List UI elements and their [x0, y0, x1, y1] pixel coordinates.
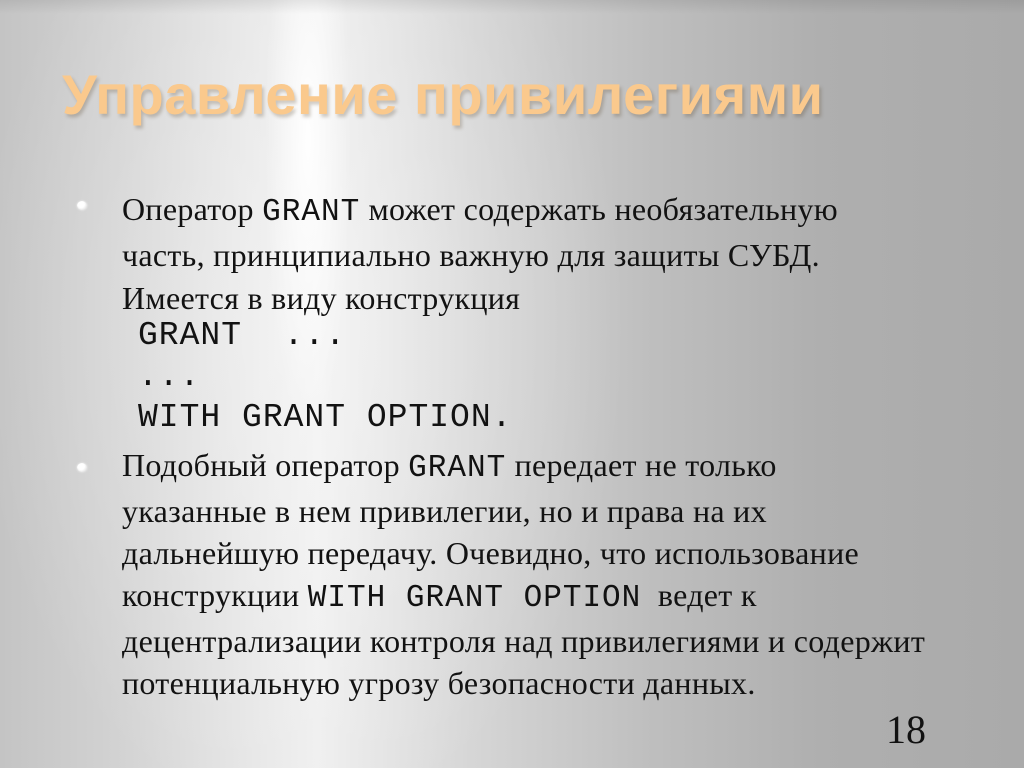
code-line: WITH GRANT OPTION. — [138, 399, 513, 436]
inline-code: GRANT — [262, 195, 361, 230]
body-text-line — [122, 620, 925, 662]
inline-code: GRANT — [408, 451, 507, 486]
text-segment: Имеется в виду конструкция — [122, 280, 521, 316]
bullet-item-2 — [122, 444, 925, 704]
text-segment: дальнейшую передачу. Очевидно, что использование — [122, 535, 860, 571]
text-segment: децентрализации контроля над привилегиями и содержит — [122, 623, 926, 659]
text-segment: передает не только — [506, 447, 777, 483]
code-line: GRANT ... — [138, 317, 347, 354]
page-number: 18 — [886, 707, 926, 752]
text-segment: может содержать необязательную — [360, 191, 838, 227]
body-text-line — [122, 574, 925, 620]
slide-title: Управление привилегиями — [62, 63, 824, 126]
body-text-line — [122, 490, 925, 532]
body-text-line — [122, 277, 838, 320]
inline-code: WITH GRANT OPTION — [307, 581, 642, 616]
body-text-line — [122, 532, 925, 574]
text-segment: Подобный оператор — [122, 447, 409, 483]
bullet-item-1 — [122, 188, 838, 320]
text-segment: ведет к — [641, 577, 757, 613]
code-line: ... — [138, 358, 201, 395]
body-text-line — [122, 188, 838, 234]
text-segment: потенциальную угрозу безопасности данных. — [122, 665, 756, 701]
bullet-marker-icon — [77, 463, 87, 472]
body-text-line — [122, 234, 838, 277]
text-segment: конструкции — [122, 577, 308, 613]
text-segment: часть, принципиально важную для защиты СУБД. — [122, 237, 820, 273]
text-segment: Оператор — [122, 191, 263, 227]
body-text-line — [122, 662, 925, 704]
code-block — [138, 315, 512, 438]
body-text-line — [122, 444, 925, 490]
text-segment: указанные в нем привилегии, но и права на их — [122, 493, 767, 529]
bullet-marker-icon — [77, 201, 87, 210]
